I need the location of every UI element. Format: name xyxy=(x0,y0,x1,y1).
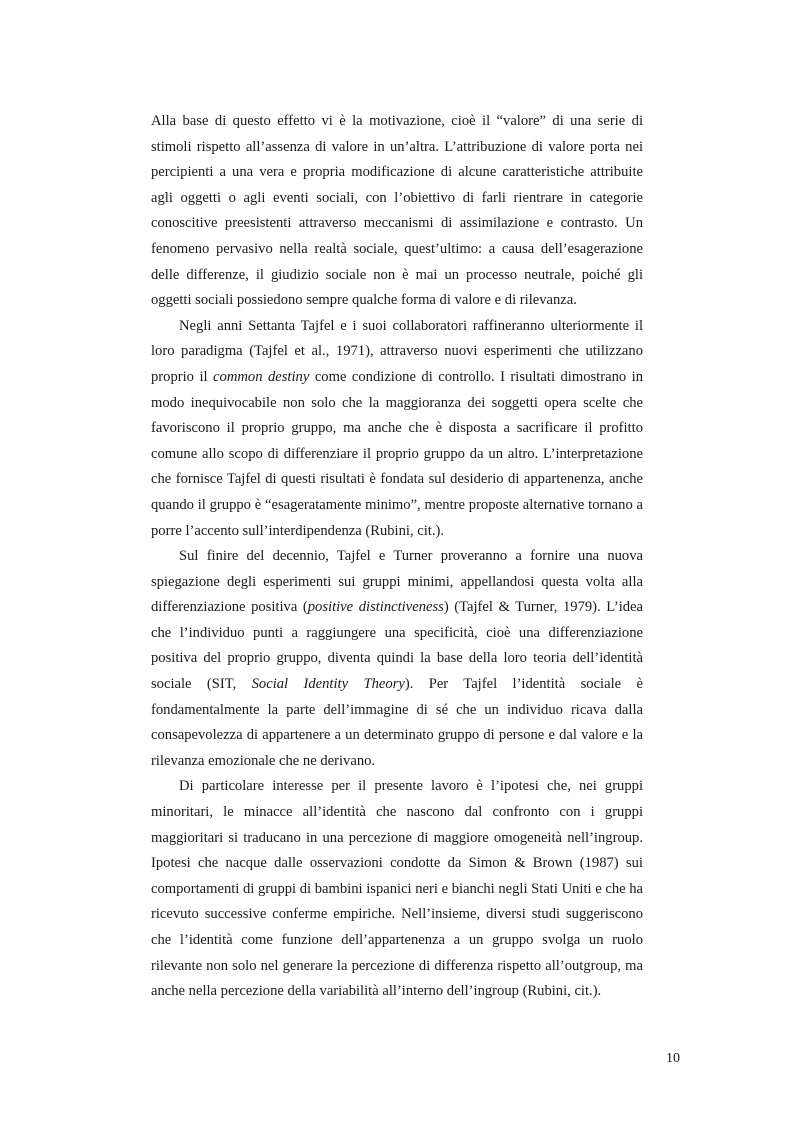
paragraph-3-italic-social-identity-theory: Social Identity Theory xyxy=(251,676,405,693)
page-body xyxy=(151,109,643,1005)
paragraph-2-italic-common-destiny: common destiny xyxy=(213,368,310,385)
paragraph-1 xyxy=(151,109,643,314)
paragraph-4-text: Di particolare interesse per il presente lavoro è l’ipotesi che, nei gruppi minoritari, le minacce all’identità che nascono dal confronto con i gruppi maggioritari si traducano in una percezione di maggiore omogeneità nell’ingroup. Ipotesi che nacque dalle osservazioni condotte da Simon & Brown (1987) sui comportamenti di gruppi di bambini ispanici neri e bianchi negli Stati Uniti e che ha ricevuto successive conferme empiriche. Nell’insieme, diversi studi suggeriscono che l’identità come funzione dell’appartenenza a un gruppo svolga un ruolo rilevante non solo nel generare la percezione di differenza rispetto all’outgroup, ma anche nella percezione della variabilità all’interno dell’ingroup (Rubini, cit.). xyxy=(151,778,644,1000)
paragraph-3 xyxy=(151,544,643,774)
paragraph-1-text: Alla base di questo effetto vi è la motivazione, cioè il “valore” di una serie di stimoli rispetto all’assenza di valore in un’altra. L’attribuzione di valore porta nei percipienti a una vera e propria modificazione di alcune caratteristiche attribuite agli oggetti o agli eventi sociali, con l’obiettivo di farli rientrare in categorie conoscitive preesistenti attraverso meccanismi di assimilazione e contrasto. Un fenomeno pervasivo nella realtà sociale, quest’ultimo: a causa dell’esagerazione delle differenze, il giudizio sociale non è mai un processo neutrale, poiché gli oggetti sociali possiedono sempre qualche forma di valore e di rilevanza. xyxy=(151,113,643,309)
paragraph-3-text-a: Sul finire del decennio, Tajfel e Turner proveranno a fornire una nuova spiegazione degli esperimenti sui gruppi minimi, appellandosi questa volta alla differenziazione positiva ( xyxy=(151,548,643,616)
paragraph-2-text-a: Negli anni Settanta Tajfel e i suoi collaboratori raffineranno ulteriormente il loro paradigma (Tajfel et al., 1971), attraverso nuovi esperimenti che utilizzano proprio il xyxy=(151,317,643,385)
paragraph-3-italic-positive-distinctiveness: positive distinctiveness xyxy=(307,599,444,616)
page-number: 10 xyxy=(666,1051,680,1066)
paragraph-3-text-c: ). Per Tajfel l’identità sociale è fondamentalmente la parte dell’immagine di sé che un individuo ricava dalla consapevolezza di appartenere a un determinato gruppo di persone e dal valore e la rilevanza emozionale che ne derivano. xyxy=(151,676,643,769)
paragraph-2 xyxy=(151,314,643,544)
paragraph-3-text-b: ) (Tajfel & Turner, 1979). L’idea che l’individuo punti a raggiungere una specificità, cioè una differenziazione positiva del proprio gruppo, diventa quindi la base della loro teoria dell’identità sociale (SIT, xyxy=(151,599,643,693)
paragraph-2-text-b: come condizione di controllo. I risultati dimostrano in modo inequivocabile non solo che la maggioranza dei soggetti opera scelte che favoriscono il proprio gruppo, ma anche che è disposta a sacrificare il profitto comune allo scopo di differenziare il proprio gruppo da un altro. L’interpretazione che fornisce Tajfel di questi risultati è fondata sul desiderio di appartenenza, anche quando il gruppo è “esageratamente minimo”, mentre proposte alternative tornano a porre l’accento sull’interdipendenza (Rubini, cit.). xyxy=(151,368,644,539)
paragraph-4 xyxy=(151,774,643,1004)
